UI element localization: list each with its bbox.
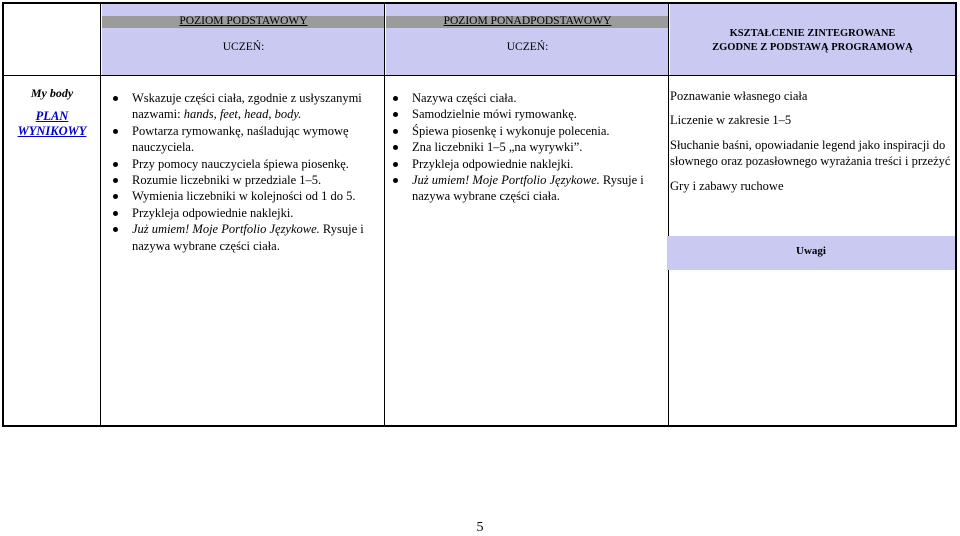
list-item: Już umiem! Moje Portfolio Językowe. Rysuje i nazywa wybrane części ciała.	[388, 172, 664, 205]
header-col2-title: POZIOM PONADPODSTAWOWY	[443, 15, 612, 27]
list-item: Przykleja odpowiednie naklejki.	[388, 156, 664, 172]
integrated-item: Słuchanie baśni, opowiadanie legend jako inspiracji do słownego oraz pozasłownego wyrażania treści i przeżyć	[670, 137, 951, 169]
header-col1-title: POZIOM PODSTAWOWY	[179, 15, 308, 27]
integrated-cell	[670, 88, 955, 202]
plan-line2: WYNIKOWY	[17, 124, 87, 138]
topic-title: My body	[30, 86, 74, 100]
header-col3-line1: KSZTAŁCENIE ZINTEGROWANE	[729, 28, 896, 39]
topic-cell	[4, 76, 100, 139]
col-divider	[668, 4, 669, 425]
list-item: Powtarza rymowankę, naśladując wymowę nauczyciela.	[108, 123, 380, 156]
header-divider	[4, 75, 955, 76]
integrated-item: Liczenie w zakresie 1–5	[670, 113, 792, 128]
plan-link[interactable]	[4, 109, 100, 139]
header-col3	[670, 4, 955, 75]
page-number: 5	[476, 520, 484, 535]
header-col1-sub: UCZEŃ:	[222, 41, 265, 53]
basic-list	[108, 90, 380, 254]
col-divider	[100, 4, 101, 425]
header-col3-line2: ZGODNE Z PODSTAWĄ PROGRAMOWĄ	[712, 42, 913, 53]
integrated-item: Gry i zabawy ruchowe	[670, 178, 784, 193]
plan-line1: PLAN	[35, 109, 69, 123]
list-item: Zna liczebniki 1–5 „na wyrywki”.	[388, 139, 664, 155]
notes-header: Uwagi	[667, 236, 955, 270]
list-item: Rozumie liczebniki w przedziale 1–5.	[108, 172, 380, 188]
list-item: Śpiewa piosenkę i wykonuje polecenia.	[388, 123, 664, 139]
advanced-list	[388, 90, 664, 205]
integrated-item: Poznawanie własnego ciała	[670, 89, 808, 103]
list-item: Przykleja odpowiednie naklejki.	[108, 205, 380, 221]
header-col1	[102, 4, 385, 75]
lesson-plan-table	[2, 2, 957, 427]
list-item: Nazywa części ciała.	[388, 90, 664, 106]
list-item: Już umiem! Moje Portfolio Językowe. Rysuje i nazywa wybrane części ciała.	[108, 221, 380, 254]
header-col2-sub: UCZEŃ:	[506, 41, 549, 53]
list-item: Wskazuje części ciała, zgodnie z usłyszanymi nazwami: hands, feet, head, body.	[108, 90, 380, 123]
list-item: Samodzielnie mówi rymowankę.	[388, 106, 664, 122]
col-divider	[384, 4, 385, 425]
list-item: Przy pomocy nauczyciela śpiewa piosenkę.	[108, 156, 380, 172]
list-item: Wymienia liczebniki w kolejności od 1 do 5.	[108, 188, 380, 204]
header-col2	[386, 4, 669, 75]
